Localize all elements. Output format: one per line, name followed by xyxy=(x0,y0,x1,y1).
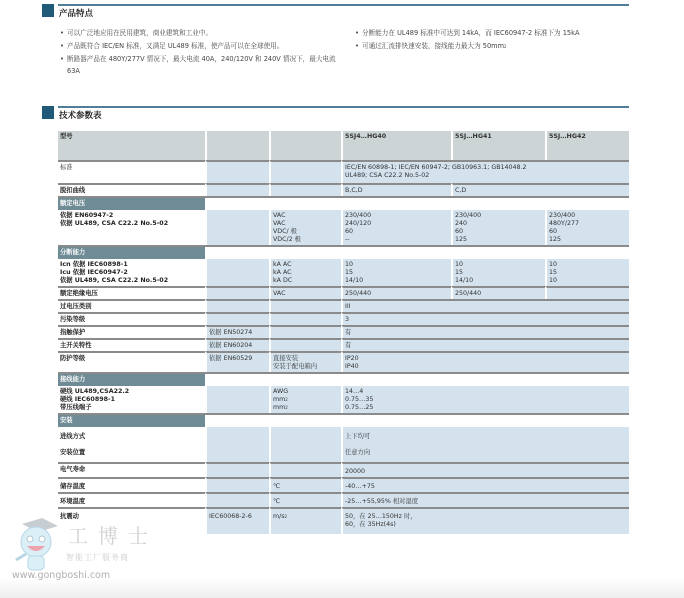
table-row xyxy=(58,427,629,462)
cell: 60，在 35Hz(4s) xyxy=(345,521,396,528)
row-label: 依据 EN60947-2 xyxy=(60,212,114,219)
cell: 依据 EN60204 xyxy=(205,338,269,351)
cell: -25…+55,95% 相对湿度 xyxy=(341,492,629,507)
heading-rule xyxy=(58,4,629,6)
unit: ℃ xyxy=(269,477,341,492)
features-title: 产品特点 xyxy=(59,9,94,19)
row-label: 污染等级 xyxy=(58,312,205,325)
cell: -- xyxy=(345,236,350,243)
table-row xyxy=(58,462,629,477)
spec-title: 技术参数表 xyxy=(59,111,102,121)
cell: 60 xyxy=(549,228,558,235)
table-row xyxy=(58,325,629,338)
cell: 240 xyxy=(455,220,468,227)
section-label: 额定电压 xyxy=(58,196,205,210)
row-label: 抗震动 xyxy=(58,507,205,534)
row-label: 防护等级 xyxy=(58,351,205,372)
cell: C,D xyxy=(451,183,629,196)
watermark-subtitle: 智能工厂服务商 xyxy=(66,553,129,562)
row-label: 电气寿命 xyxy=(58,462,205,477)
cell: 有 xyxy=(341,325,629,338)
cell: IEC60068-2-6 xyxy=(205,507,269,534)
superscript: 2 xyxy=(285,397,288,402)
cell: -40…+75 xyxy=(341,477,629,492)
cell: 125 xyxy=(455,236,468,243)
header-hg40: 5SJ4…HG40 xyxy=(341,131,451,160)
cell: 60 xyxy=(455,228,464,235)
table-row xyxy=(58,286,629,299)
cell: B,C,D xyxy=(341,183,451,196)
row-label: 额定绝缘电压 xyxy=(58,286,205,299)
row-label: 硬线 IEC60898-1 xyxy=(60,396,115,403)
header-hg41: 5SJ…HG41 xyxy=(451,131,545,160)
unit: VAC xyxy=(269,286,341,299)
row-label: 标准 xyxy=(58,160,205,183)
unit xyxy=(273,396,339,404)
cell: 230/400 xyxy=(455,212,482,219)
cell: 任意方向 xyxy=(345,449,371,456)
unit: VAC xyxy=(273,220,286,227)
cell: III xyxy=(341,299,629,312)
unit: VDC/ 极 xyxy=(273,228,297,235)
section-row xyxy=(58,372,629,386)
row-label: Icn 依据 IEC60898-1 xyxy=(60,261,128,268)
unit-text: mm xyxy=(273,396,286,403)
row-label: 主开关特性 xyxy=(58,338,205,351)
cell: 3 xyxy=(341,312,629,325)
standard-line: UL489; CSA C22.2 No.5-02 xyxy=(345,172,430,179)
table-row xyxy=(58,507,629,534)
cell: IP20 xyxy=(345,355,359,362)
cell: 15 xyxy=(455,269,464,276)
row-label: 硬线 UL489,CSA22.2 xyxy=(60,388,130,395)
mascot-icon xyxy=(12,516,60,576)
table-row xyxy=(58,259,629,286)
cell: 250/440 xyxy=(341,286,451,299)
cell: 480Y/277 xyxy=(549,220,580,227)
row-label: Icu 依据 IEC60947-2 xyxy=(60,269,128,276)
header-blank xyxy=(269,131,341,160)
cell: 230/400 xyxy=(345,212,372,219)
table-row xyxy=(58,160,629,183)
table-row xyxy=(58,299,629,312)
cell: 14…4 xyxy=(345,388,364,395)
feature-item: • 可以广泛地应用在民用建筑，商业建筑和工业中。 xyxy=(60,27,340,40)
table-row xyxy=(58,477,629,492)
cell: 250/440 xyxy=(451,286,545,299)
row-label: 指触保护 xyxy=(58,325,205,338)
row-label: 带压线端子 xyxy=(60,404,92,411)
row-label: 依据 UL489, CSA C22.2 No.5-02 xyxy=(60,277,169,284)
unit: kA DC xyxy=(273,277,293,284)
header-blank xyxy=(205,131,269,160)
unit: AWG xyxy=(273,388,289,395)
cell: IP40 xyxy=(345,363,359,370)
cell: 上下均可 xyxy=(345,433,371,440)
superscript: 2 xyxy=(285,405,288,410)
header-hg42: 5SJ…HG42 xyxy=(545,131,629,160)
cell: 依据 EN50274 xyxy=(205,325,269,338)
row-label: 过电压类别 xyxy=(58,299,205,312)
table-row xyxy=(58,492,629,507)
standard-line: IEC/EN 60898-1; IEC/EN 60947-2; GB10963.1; GB14048.2 xyxy=(345,164,527,171)
cell: 20000 xyxy=(341,462,629,477)
heading-marker xyxy=(42,106,54,119)
unit: VDC/2 极 xyxy=(273,236,301,243)
row-label: 进线方式 xyxy=(60,433,86,440)
features-right-list xyxy=(355,27,645,53)
cell: 50，在 25…150Hz 时， xyxy=(345,513,417,520)
row-label: 依据 UL489, CSA C22.2 No.5-02 xyxy=(60,220,169,227)
unit xyxy=(273,404,339,412)
cell: 60 xyxy=(345,228,354,235)
unit-text: m/s xyxy=(273,513,285,520)
section-row xyxy=(58,245,629,259)
row-label: 环境温度 xyxy=(58,492,205,507)
cell: 0.75…25 xyxy=(345,404,374,411)
heading-rule xyxy=(58,106,629,108)
unit: ℃ xyxy=(269,492,341,507)
cell: 安装于配电箱内 xyxy=(273,363,318,370)
superscript: 2 xyxy=(504,44,507,49)
page-shadow xyxy=(0,578,684,598)
cell: 10 xyxy=(549,261,558,268)
table-row xyxy=(58,183,629,196)
cell: 14/10 xyxy=(345,277,364,284)
cell: 15 xyxy=(549,269,558,276)
feature-text: 可通过汇流排快速安装，接线能力最大为 50mm xyxy=(362,42,505,50)
unit: VAC xyxy=(273,212,286,219)
cell: 10 xyxy=(345,261,354,268)
cell: 240/120 xyxy=(345,220,372,227)
row-label: 储存温度 xyxy=(58,477,205,492)
feature-item: • 断路器产品在 480Y/277V 情况下，最大电流 40A，240/120V 和 240V 情况下，最大电流 63A xyxy=(60,53,340,77)
table-row xyxy=(58,338,629,351)
section-row xyxy=(58,196,629,210)
table-row xyxy=(58,386,629,413)
cell: 依据 EN60529 xyxy=(205,351,269,372)
cell: 0.75…35 xyxy=(345,396,374,403)
table-row xyxy=(58,210,629,245)
cell: 15 xyxy=(345,269,354,276)
watermark-url: www.gongboshi.com xyxy=(12,570,111,581)
row-label: 脱扣曲线 xyxy=(58,183,205,196)
cell: 直接安装 xyxy=(273,355,299,362)
feature-item: • 产品既符合 IEC/EN 标准，又满足 UL489 标准，使产品可以在全球使用。 xyxy=(60,40,340,53)
features-heading xyxy=(42,4,629,18)
unit xyxy=(269,507,341,534)
cell: 14/10 xyxy=(455,277,474,284)
unit: kA AC xyxy=(273,261,292,268)
cell: 有 xyxy=(341,338,629,351)
features-left-list xyxy=(60,27,340,77)
feature-item: • 分断能力在 UL489 标准中可达到 14kA，而 IEC60947-2 标准下为 15kA xyxy=(355,27,645,40)
cell: 10 xyxy=(455,261,464,268)
spec-heading xyxy=(42,106,629,120)
header-model: 型号 xyxy=(58,131,205,160)
section-label: 分断能力 xyxy=(58,245,205,259)
unit-text: mm xyxy=(273,404,286,411)
row-label: 安装位置 xyxy=(60,449,86,456)
unit: kA AC xyxy=(273,269,292,276)
cell: 230/400 xyxy=(549,212,576,219)
spec-table xyxy=(58,131,629,534)
superscript: 2 xyxy=(284,514,288,519)
table-row xyxy=(58,351,629,372)
feature-item xyxy=(355,40,645,53)
cell: 10 xyxy=(549,277,558,284)
table-header-row xyxy=(58,131,629,160)
table-row xyxy=(58,312,629,325)
section-row xyxy=(58,413,629,427)
watermark-brand: 工博士 xyxy=(68,524,158,548)
cell: 125 xyxy=(549,236,562,243)
heading-marker xyxy=(42,4,54,17)
section-label: 接线能力 xyxy=(58,372,205,386)
section-label: 安装 xyxy=(58,413,205,427)
